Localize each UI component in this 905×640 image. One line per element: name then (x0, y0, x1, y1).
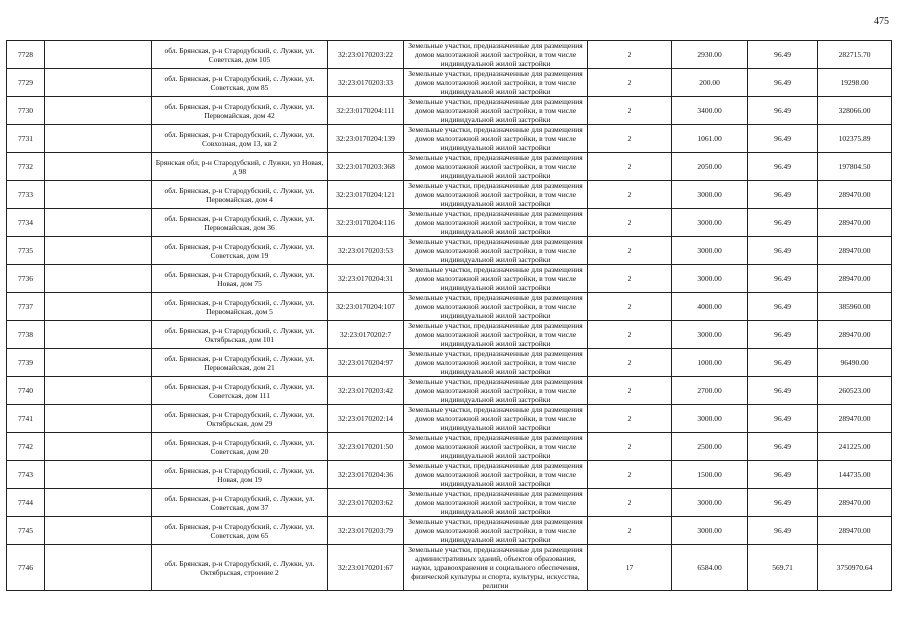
table-row (7, 349, 892, 377)
table-row (7, 125, 892, 153)
cadastral-value-cell: 289470.00 (818, 489, 892, 517)
area-cell: 2500.00 (672, 433, 748, 461)
area-cell: 3000.00 (672, 237, 748, 265)
row-number-cell: 7736 (7, 265, 45, 293)
cadastral-number-cell: 32:23:0170202:14 (328, 405, 404, 433)
blank-cell (45, 181, 152, 209)
area-cell: 2050.00 (672, 153, 748, 181)
cadastral-value-cell: 96490.00 (818, 349, 892, 377)
area-cell: 1061.00 (672, 125, 748, 153)
cadastral-value-cell: 289470.00 (818, 517, 892, 545)
cadastral-number-cell: 32:23:0170204:111 (328, 97, 404, 125)
specific-value-cell: 96.49 (748, 153, 818, 181)
category-code-cell: 2 (588, 405, 672, 433)
row-number-cell: 7742 (7, 433, 45, 461)
category-code-cell: 2 (588, 433, 672, 461)
address-cell: обл. Брянская, р-н Стародубский, с. Лужки, ул. Советская, дом 111 (152, 377, 328, 405)
specific-value-cell: 96.49 (748, 41, 818, 69)
table-row (7, 293, 892, 321)
specific-value-cell: 96.49 (748, 461, 818, 489)
area-cell: 4000.00 (672, 293, 748, 321)
permitted-use-cell: Земельные участки, предназначенные для размещения домов малоэтажной жилой застройки, в том числе индивидуальной жилой застройки (404, 377, 588, 405)
cadastral-number-cell: 32:23:0170204:31 (328, 265, 404, 293)
address-cell: обл. Брянская, р-н Стародубский, с. Лужки, ул. Новая, дом 75 (152, 265, 328, 293)
category-code-cell: 2 (588, 517, 672, 545)
cadastral-value-cell: 102375.89 (818, 125, 892, 153)
specific-value-cell: 96.49 (748, 69, 818, 97)
cadastral-number-cell: 32:23:0170201:67 (328, 545, 404, 591)
area-cell: 3000.00 (672, 517, 748, 545)
permitted-use-cell: Земельные участки, предназначенные для размещения домов малоэтажной жилой застройки, в том числе индивидуальной жилой застройки (404, 517, 588, 545)
cadastral-number-cell: 32:23:0170203:42 (328, 377, 404, 405)
permitted-use-cell: Земельные участки, предназначенные для размещения домов малоэтажной жилой застройки, в том числе индивидуальной жилой застройки (404, 489, 588, 517)
table-row (7, 153, 892, 181)
table-row (7, 489, 892, 517)
specific-value-cell: 569.71 (748, 545, 818, 591)
category-code-cell: 2 (588, 237, 672, 265)
row-number-cell: 7740 (7, 377, 45, 405)
specific-value-cell: 96.49 (748, 377, 818, 405)
area-cell: 3000.00 (672, 321, 748, 349)
cadastral-number-cell: 32:23:0170203:62 (328, 489, 404, 517)
cadastral-number-cell: 32:23:0170204:139 (328, 125, 404, 153)
row-number-cell: 7741 (7, 405, 45, 433)
blank-cell (45, 97, 152, 125)
permitted-use-cell: Земельные участки, предназначенные для размещения домов малоэтажной жилой застройки, в том числе индивидуальной жилой застройки (404, 293, 588, 321)
area-cell: 6584.00 (672, 545, 748, 591)
area-cell: 3400.00 (672, 97, 748, 125)
cadastral-number-cell: 32:23:0170204:116 (328, 209, 404, 237)
category-code-cell: 2 (588, 461, 672, 489)
category-code-cell: 2 (588, 69, 672, 97)
cadastral-number-cell: 32:23:0170201:50 (328, 433, 404, 461)
row-number-cell: 7728 (7, 41, 45, 69)
permitted-use-cell: Земельные участки, предназначенные для размещения домов малоэтажной жилой застройки, в том числе индивидуальной жилой застройки (404, 69, 588, 97)
cadastral-value-cell: 260523.00 (818, 377, 892, 405)
specific-value-cell: 96.49 (748, 405, 818, 433)
cadastral-number-cell: 32:23:0170203:33 (328, 69, 404, 97)
cadastral-value-cell: 289470.00 (818, 265, 892, 293)
permitted-use-cell: Земельные участки, предназначенные для размещения домов малоэтажной жилой застройки, в том числе индивидуальной жилой застройки (404, 209, 588, 237)
cadastral-value-cell: 385960.00 (818, 293, 892, 321)
page-number: 475 (874, 16, 889, 27)
address-cell: обл. Брянская, р-н Стародубский, с. Лужки, ул. Советская, дом 20 (152, 433, 328, 461)
address-cell: обл. Брянская, р-н Стародубский, с. Лужки, ул. Первомайская, дом 5 (152, 293, 328, 321)
row-number-cell: 7729 (7, 69, 45, 97)
area-cell: 3000.00 (672, 181, 748, 209)
address-cell: обл. Брянская, р-н Стародубский, с. Лужки, ул. Новая, дом 19 (152, 461, 328, 489)
blank-cell (45, 517, 152, 545)
cadastral-value-table (6, 40, 892, 591)
specific-value-cell: 96.49 (748, 125, 818, 153)
blank-cell (45, 125, 152, 153)
address-cell: обл. Брянская, р-н Стародубский, с. Лужки, ул. Советская, дом 19 (152, 237, 328, 265)
category-code-cell: 2 (588, 153, 672, 181)
table-row (7, 237, 892, 265)
row-number-cell: 7735 (7, 237, 45, 265)
blank-cell (45, 405, 152, 433)
permitted-use-cell: Земельные участки, предназначенные для размещения домов малоэтажной жилой застройки, в том числе индивидуальной жилой застройки (404, 349, 588, 377)
specific-value-cell: 96.49 (748, 237, 818, 265)
specific-value-cell: 96.49 (748, 97, 818, 125)
address-cell: обл. Брянская, р-н Стародубский, с. Лужки, ул. Первомайская, дом 42 (152, 97, 328, 125)
table-row (7, 97, 892, 125)
table-row (7, 461, 892, 489)
table-row (7, 69, 892, 97)
specific-value-cell: 96.49 (748, 321, 818, 349)
permitted-use-cell: Земельные участки, предназначенные для размещения домов малоэтажной жилой застройки, в том числе индивидуальной жилой застройки (404, 125, 588, 153)
row-number-cell: 7738 (7, 321, 45, 349)
address-cell: обл. Брянская, р-н Стародубский, с. Лужки, ул. Октябрьская, дом 29 (152, 405, 328, 433)
permitted-use-cell: Земельные участки, предназначенные для размещения домов малоэтажной жилой застройки, в том числе индивидуальной жилой застройки (404, 181, 588, 209)
specific-value-cell: 96.49 (748, 517, 818, 545)
permitted-use-cell: Земельные участки, предназначенные для размещения домов малоэтажной жилой застройки, в том числе индивидуальной жилой застройки (404, 97, 588, 125)
permitted-use-cell: Земельные участки, предназначенные для размещения домов малоэтажной жилой застройки, в том числе индивидуальной жилой застройки (404, 153, 588, 181)
blank-cell (45, 209, 152, 237)
category-code-cell: 17 (588, 545, 672, 591)
blank-cell (45, 433, 152, 461)
cadastral-value-cell: 289470.00 (818, 321, 892, 349)
permitted-use-cell: Земельные участки, предназначенные для размещения домов малоэтажной жилой застройки, в том числе индивидуальной жилой застройки (404, 433, 588, 461)
permitted-use-cell: Земельные участки, предназначенные для размещения домов малоэтажной жилой застройки, в том числе индивидуальной жилой застройки (404, 41, 588, 69)
address-cell: обл. Брянская, р-н Стародубский, с. Лужки, ул. Совхозная, дом 13, кв 2 (152, 125, 328, 153)
permitted-use-cell: Земельные участки, предназначенные для размещения домов малоэтажной жилой застройки, в том числе индивидуальной жилой застройки (404, 405, 588, 433)
blank-cell (45, 293, 152, 321)
row-number-cell: 7737 (7, 293, 45, 321)
area-cell: 3000.00 (672, 489, 748, 517)
permitted-use-cell: Земельные участки, предназначенные для размещения домов малоэтажной жилой застройки, в том числе индивидуальной жилой застройки (404, 265, 588, 293)
category-code-cell: 2 (588, 377, 672, 405)
area-cell: 2700.00 (672, 377, 748, 405)
blank-cell (45, 321, 152, 349)
row-number-cell: 7731 (7, 125, 45, 153)
address-cell: обл. Брянская, р-н Стародубский, с. Лужки, ул. Советская, дом 37 (152, 489, 328, 517)
category-code-cell: 2 (588, 125, 672, 153)
blank-cell (45, 489, 152, 517)
area-cell: 3000.00 (672, 209, 748, 237)
cadastral-value-cell: 328066.00 (818, 97, 892, 125)
cadastral-value-cell: 3750970.64 (818, 545, 892, 591)
address-cell: обл. Брянская, р-н Стародубский, с. Лужки, ул. Советская, дом 65 (152, 517, 328, 545)
blank-cell (45, 461, 152, 489)
table-row (7, 181, 892, 209)
category-code-cell: 2 (588, 321, 672, 349)
blank-cell (45, 237, 152, 265)
cadastral-value-cell: 197804.50 (818, 153, 892, 181)
cadastral-value-cell: 282715.70 (818, 41, 892, 69)
specific-value-cell: 96.49 (748, 433, 818, 461)
blank-cell (45, 377, 152, 405)
cadastral-number-cell: 32:23:0170204:36 (328, 461, 404, 489)
cadastral-number-cell: 32:23:0170204:121 (328, 181, 404, 209)
category-code-cell: 2 (588, 209, 672, 237)
category-code-cell: 2 (588, 265, 672, 293)
cadastral-value-cell: 289470.00 (818, 237, 892, 265)
specific-value-cell: 96.49 (748, 293, 818, 321)
category-code-cell: 2 (588, 41, 672, 69)
specific-value-cell: 96.49 (748, 209, 818, 237)
category-code-cell: 2 (588, 97, 672, 125)
cadastral-value-cell: 19298.00 (818, 69, 892, 97)
row-number-cell: 7743 (7, 461, 45, 489)
row-number-cell: 7745 (7, 517, 45, 545)
blank-cell (45, 545, 152, 591)
category-code-cell: 2 (588, 181, 672, 209)
cadastral-value-cell: 289470.00 (818, 405, 892, 433)
cadastral-number-cell: 32:23:0170203:22 (328, 41, 404, 69)
area-cell: 200.00 (672, 69, 748, 97)
table-row (7, 405, 892, 433)
table-row (7, 209, 892, 237)
specific-value-cell: 96.49 (748, 349, 818, 377)
row-number-cell: 7744 (7, 489, 45, 517)
address-cell: обл. Брянская, р-н Стародубский, с. Лужки, ул. Советская, дом 85 (152, 69, 328, 97)
cadastral-value-cell: 289470.00 (818, 209, 892, 237)
permitted-use-cell: Земельные участки, предназначенные для размещения домов малоэтажной жилой застройки, в том числе индивидуальной жилой застройки (404, 237, 588, 265)
blank-cell (45, 349, 152, 377)
permitted-use-cell: Земельные участки, предназначенные для размещения домов малоэтажной жилой застройки, в том числе индивидуальной жилой застройки (404, 321, 588, 349)
address-cell: обл. Брянская, р-н Стародубский, с. Лужки, ул. Первомайская, дом 21 (152, 349, 328, 377)
area-cell: 2930.00 (672, 41, 748, 69)
row-number-cell: 7730 (7, 97, 45, 125)
row-number-cell: 7734 (7, 209, 45, 237)
area-cell: 1000.00 (672, 349, 748, 377)
table-row (7, 321, 892, 349)
table-row (7, 517, 892, 545)
table-row (7, 265, 892, 293)
cadastral-value-cell: 144735.00 (818, 461, 892, 489)
permitted-use-cell: Земельные участки, предназначенные для размещения административных зданий, объектов образования, науки, здравоохранения и социального обеспечения, физической культуры и спорта, культуры, искусства, религии (404, 545, 588, 591)
address-cell: обл. Брянская, р-н Стародубский, с. Лужки, ул. Октябрьская, строение 2 (152, 545, 328, 591)
blank-cell (45, 265, 152, 293)
address-cell: обл. Брянская, р-н Стародубский, с. Лужки, ул. Советская, дом 105 (152, 41, 328, 69)
table-row (7, 545, 892, 591)
cadastral-value-cell: 241225.00 (818, 433, 892, 461)
area-cell: 3000.00 (672, 265, 748, 293)
category-code-cell: 2 (588, 293, 672, 321)
permitted-use-cell: Земельные участки, предназначенные для размещения домов малоэтажной жилой застройки, в том числе индивидуальной жилой застройки (404, 461, 588, 489)
area-cell: 1500.00 (672, 461, 748, 489)
specific-value-cell: 96.49 (748, 265, 818, 293)
blank-cell (45, 69, 152, 97)
cadastral-number-cell: 32:23:0170204:97 (328, 349, 404, 377)
address-cell: обл. Брянская, р-н Стародубский, с. Лужки, ул. Первомайская, дом 4 (152, 181, 328, 209)
cadastral-number-cell: 32:23:0170203:79 (328, 517, 404, 545)
address-cell: обл. Брянская, р-н Стародубский, с. Лужки, ул. Октябрьская, дом 101 (152, 321, 328, 349)
cadastral-number-cell: 32:23:0170203:368 (328, 153, 404, 181)
area-cell: 3000.00 (672, 405, 748, 433)
cadastral-number-cell: 32:23:0170203:53 (328, 237, 404, 265)
blank-cell (45, 41, 152, 69)
cadastral-number-cell: 32:23:0170202:7 (328, 321, 404, 349)
specific-value-cell: 96.49 (748, 489, 818, 517)
cadastral-number-cell: 32:23:0170204:107 (328, 293, 404, 321)
table-row (7, 41, 892, 69)
row-number-cell: 7733 (7, 181, 45, 209)
row-number-cell: 7732 (7, 153, 45, 181)
category-code-cell: 2 (588, 489, 672, 517)
row-number-cell: 7746 (7, 545, 45, 591)
row-number-cell: 7739 (7, 349, 45, 377)
table-row (7, 433, 892, 461)
address-cell: Брянская обл, р-н Стародубский, с Лужки, ул Новая, д 98 (152, 153, 328, 181)
cadastral-value-cell: 289470.00 (818, 181, 892, 209)
table-row (7, 377, 892, 405)
specific-value-cell: 96.49 (748, 181, 818, 209)
category-code-cell: 2 (588, 349, 672, 377)
blank-cell (45, 153, 152, 181)
address-cell: обл. Брянская, р-н Стародубский, с. Лужки, ул. Первомайская, дом 36 (152, 209, 328, 237)
